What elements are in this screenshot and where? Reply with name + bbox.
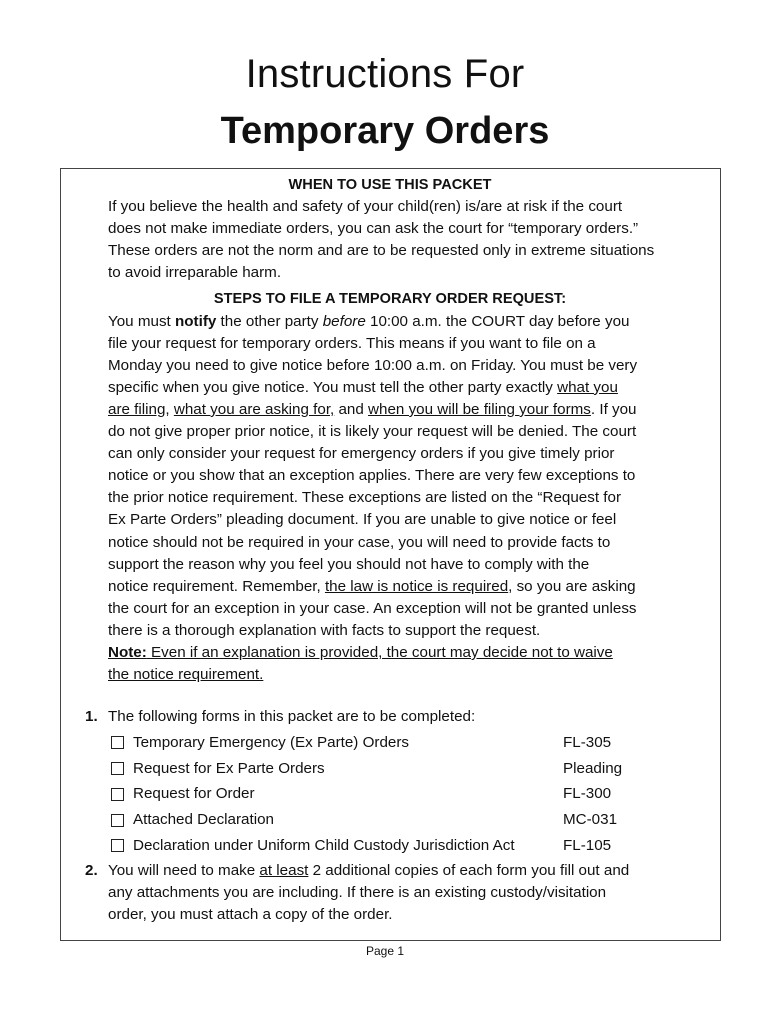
form-name: Temporary Emergency (Ex Parte) Orders	[133, 733, 409, 751]
text-line: These orders are not the norm and are to be requested only in extreme situations	[108, 242, 655, 260]
list-item-text: You will need to make at least 2 additional copies of each form you fill out and	[108, 861, 630, 879]
steps-list	[60, 706, 720, 926]
checkbox-icon[interactable]	[111, 839, 124, 852]
text-line: If you believe the health and safety of your child(ren) is/are at risk if the court	[108, 198, 623, 216]
section-when-text	[108, 196, 698, 284]
section-steps-text	[108, 311, 698, 687]
form-row	[108, 781, 720, 807]
checkbox-icon[interactable]	[111, 814, 124, 827]
list-item-text: The following forms in this packet are to be completed:	[108, 708, 476, 725]
text-line: specific when you give notice. You must tell the other party exactly what you	[108, 378, 618, 396]
note-label: Note:	[108, 643, 147, 661]
text-line: there is a thorough explanation with facts to support the request.	[108, 621, 541, 639]
text-line: notice or you show that an exception applies. There are very few exceptions to	[108, 467, 636, 485]
text-line: notice requirement. Remember, the law is notice is required, so you are asking	[108, 577, 636, 595]
form-code: FL-300	[563, 785, 612, 803]
text-line: does not make immediate orders, you can ask the court for “temporary orders.”	[108, 220, 639, 238]
list-item-text: order, you must attach a copy of the order.	[108, 905, 393, 923]
list-item-text: any attachments you are including. If there is an existing custody/visitation	[108, 883, 607, 901]
list-item	[60, 860, 720, 926]
instructions-content	[108, 174, 698, 686]
form-name: Attached Declaration	[133, 810, 274, 828]
section-heading-steps: STEPS TO FILE A TEMPORARY ORDER REQUEST:	[213, 291, 567, 308]
form-code: Pleading	[563, 759, 623, 777]
text-line: the court for an exception in your case. An exception will not be granted unless	[108, 599, 637, 617]
forms-checklist	[108, 730, 720, 858]
text-line: You must notify the other party before 10:00 a.m. the COURT day before you	[108, 312, 630, 330]
form-code: FL-105	[563, 836, 612, 854]
text-line: Ex Parte Orders” pleading document. If you are unable to give notice or feel	[108, 511, 617, 529]
form-name: Request for Order	[133, 785, 255, 803]
form-row	[108, 833, 720, 859]
text-line: the prior notice requirement. These exceptions are listed on the “Request for	[108, 489, 622, 507]
list-number: 2.	[85, 861, 98, 879]
section-heading-when: WHEN TO USE THIS PACKET	[288, 177, 492, 193]
text-line: Monday you need to give notice before 10:00 a.m. on Friday. You must be very	[108, 356, 638, 374]
document-title-line2: Temporary Orders	[220, 110, 550, 152]
text-line: file your request for temporary orders. This means if you want to file on a	[108, 334, 596, 352]
note-line: the notice requirement.	[108, 666, 264, 684]
form-name: Request for Ex Parte Orders	[133, 759, 325, 777]
form-code: MC-031	[563, 810, 618, 828]
text-line: are filing, what you are asking for, and when you will be filing your forms. If you	[108, 400, 637, 418]
text-line: to avoid irreparable harm.	[108, 264, 282, 282]
checkbox-icon[interactable]	[111, 788, 124, 801]
form-row	[108, 756, 720, 782]
list-item	[60, 706, 720, 859]
text-line: notice should not be required in your case, you will need to provide facts to	[108, 533, 611, 551]
note-line: Note: Even if an explanation is provided, the court may decide not to waive	[108, 643, 613, 661]
form-row	[108, 807, 720, 833]
checkbox-icon[interactable]	[111, 762, 124, 775]
checkbox-icon[interactable]	[111, 736, 124, 749]
form-name: Declaration under Uniform Child Custody Jurisdiction Act	[133, 836, 515, 854]
text-line: do not give proper prior notice, it is likely your request will be denied. The court	[108, 423, 637, 441]
document-title-line1: Instructions For	[245, 52, 525, 96]
text-line: support the reason why you feel you should not have to comply with the	[108, 555, 590, 573]
list-number: 1.	[85, 708, 98, 725]
page-number: Page 1	[365, 944, 405, 958]
text-line: can only consider your request for emergency orders if you give timely prior	[108, 445, 615, 463]
form-row	[108, 730, 720, 756]
form-code: FL-305	[563, 733, 612, 751]
